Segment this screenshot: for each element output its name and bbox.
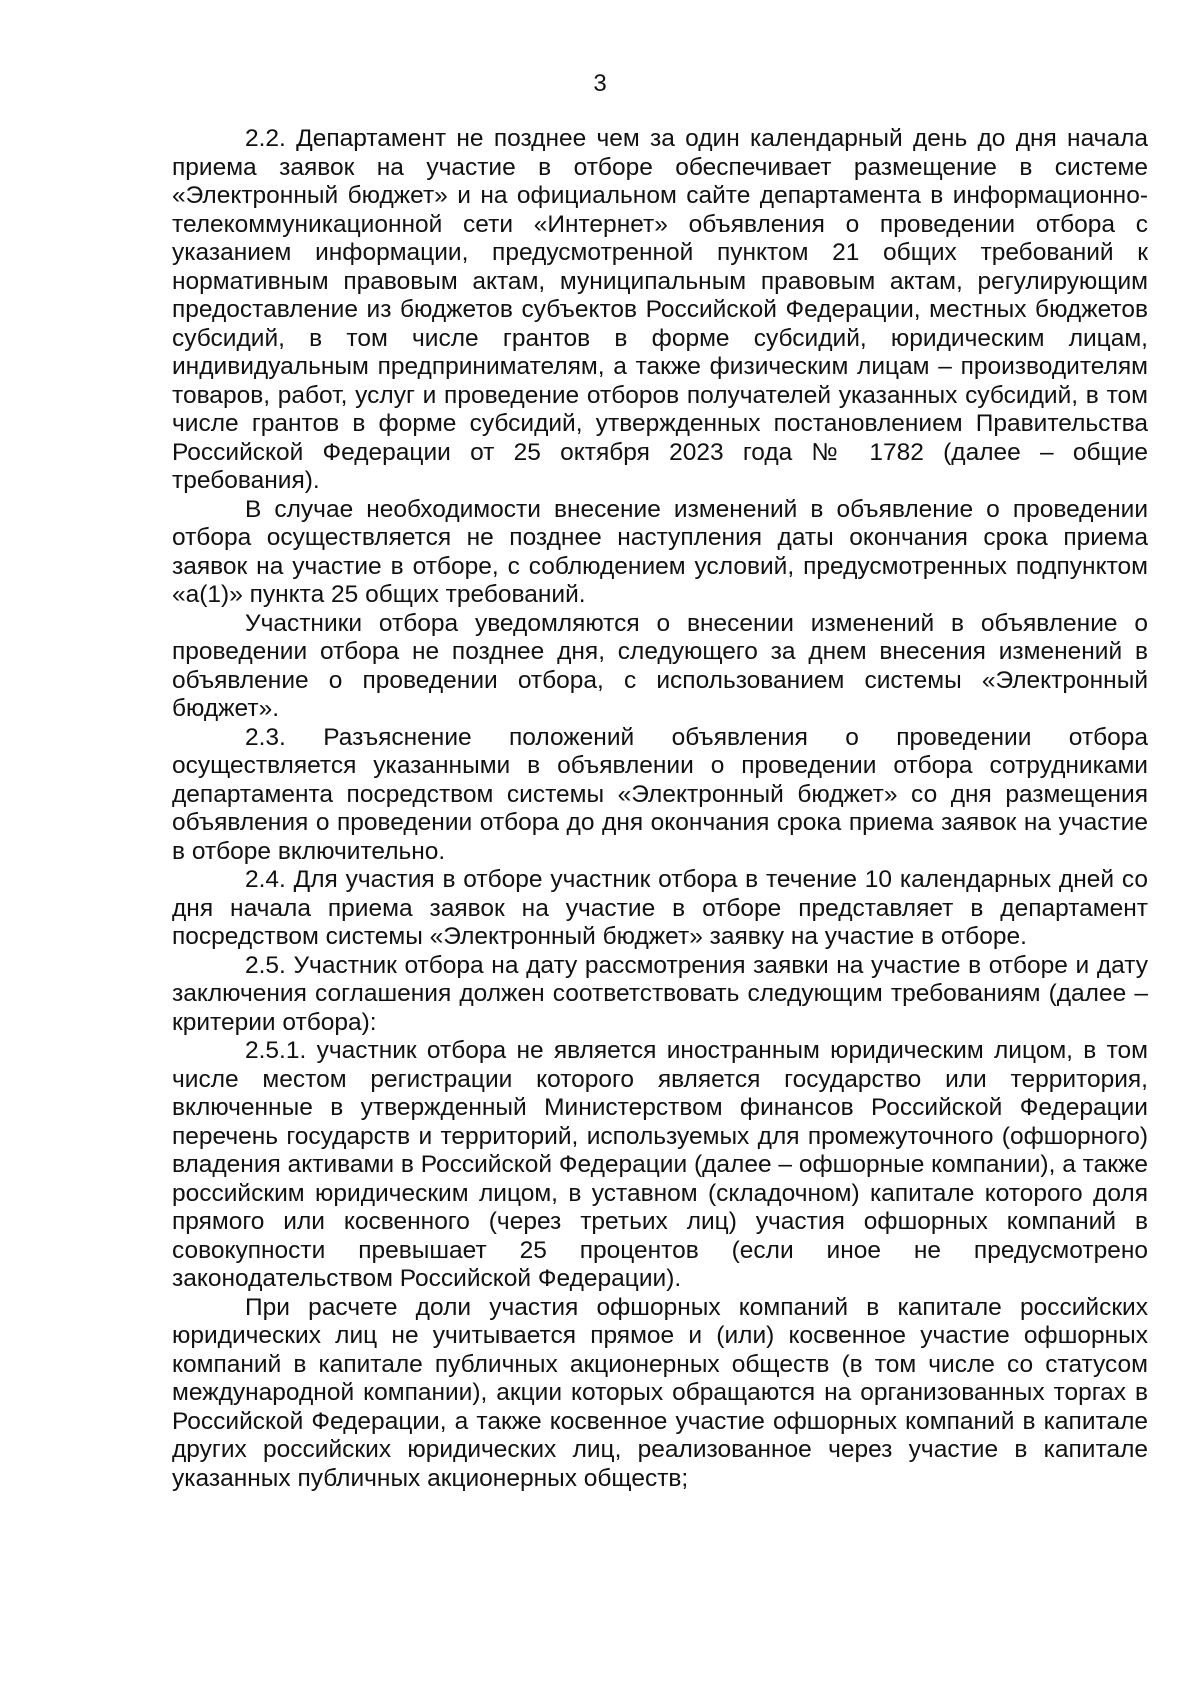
paragraph-announcement-changes: В случае необходимости внесение изменений в объявление о проведении отбора осуществляется не позднее наступления даты окончания срока приема заявок на участие в отборе, с соблюдением условий, предусмотренных подпунктом «а(1)» пункта 25 общих требований. <box>172 495 1148 608</box>
paragraph-2-4: 2.4. Для участия в отборе участник отбора в течение 10 календарных дней со дня начала приема заявок на участие в отборе представляет в департамент посредством системы «Электронный бюджет» заявку на участие в отборе. <box>172 866 1148 950</box>
paragraph-2-5-1: 2.5.1. участник отбора не является иностранным юридическим лицом, в том числе местом регистрации которого является государство или территория, включенные в утвержденный Министерством финансов Российской Федерации перечень государств и территорий, используемых для промежуточного (офшорного) владения активами в Российской Федерации (далее – офшорные компании), а также российским юридическим лицом, в уставном (складочном) капитале которого доля прямого или косвенного (через третьих лиц) участия офшорных компаний в совокупности превышает 25 процентов (если иное не предусмотрено законодательством Российской Федерации). <box>172 1037 1148 1292</box>
paragraph-offshore-calculation: При расчете доли участия офшорных компаний в капитале российских юридических лиц не учитывается прямое и (или) косвенное участие офшорных компаний в капитале публичных акционерных обществ (в том числе со статусом международной компании), акции которых обращаются на организованных торгах в Российской Федерации, а также косвенное участие офшорных компаний в капитале других российских юридических лиц, реализованное через участие в капитале указанных публичных акционерных обществ; <box>172 1293 1148 1492</box>
document-body <box>172 125 1148 1493</box>
paragraph-participants-notification: Участники отбора уведомляются о внесении изменений в объявление о проведении отбора не позднее дня, следующего за днем внесения изменений в объявление о проведении отбора, с использованием системы «Электронный бюджет». <box>172 609 1148 722</box>
page-number: 3 <box>593 70 607 97</box>
paragraph-2-5: 2.5. Участник отбора на дату рассмотрения заявки на участие в отборе и дату заключения соглашения должен соответствовать следующим требованиям (далее – критерии отбора): <box>172 951 1148 1036</box>
paragraph-2-3: 2.3. Разъяснение положений объявления о проведении отбора осуществляется указанными в объявлении о проведении отбора сотрудниками департамента посредством системы «Электронный бюджет» со дня размещения объявления о проведении отбора до дня окончания срока приема заявок на участие в отборе включительно. <box>172 723 1148 865</box>
paragraph-2-2: 2.2. Департамент не позднее чем за один календарный день до дня начала приема заявок на участие в отборе обеспечивает размещение в системе «Электронный бюджет» и на официальном сайте департамента в информационно-телекоммуникационной сети «Интернет» объявления о проведении отбора с указанием информации, предусмотренной пунктом 21 общих требований к нормативным правовым актам, муниципальным правовым актам, регулирующим предоставление из бюджетов субъектов Российской Федерации, местных бюджетов субсидий, в том числе грантов в форме субсидий, юридическим лицам, индивидуальным предпринимателям, а также физическим лицам – производителям товаров, работ, услуг и проведение отборов получателей указанных субсидий, в том числе грантов в форме субсидий, утвержденных постановлением Правительства Российской Федерации от 25 октября 2023 года № 1782 (далее – общие требования). <box>172 125 1148 494</box>
